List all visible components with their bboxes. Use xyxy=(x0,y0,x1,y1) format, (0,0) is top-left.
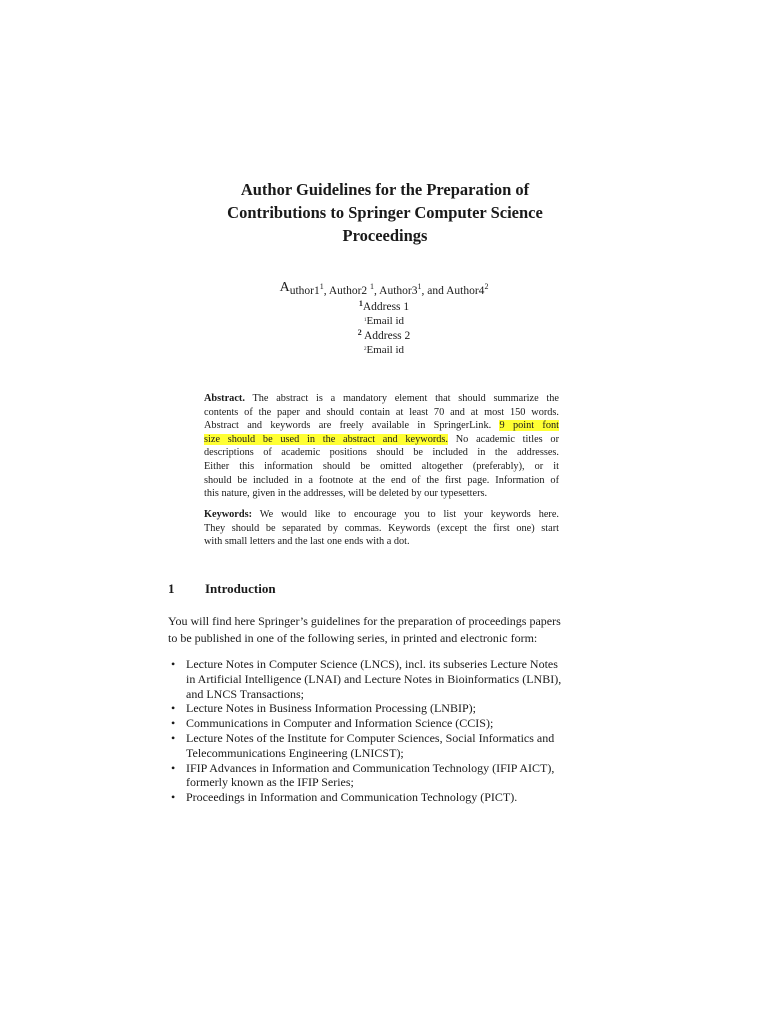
list-item-line: Lecture Notes of the Institute for Computer Sciences, Social Informatics and xyxy=(186,730,555,745)
list-item-line: IFIP Advances in Information and Communication Technology (IFIP AICT), xyxy=(186,760,555,775)
highlighted-text: size should be used in the abstract and keywords. xyxy=(204,433,449,445)
author4-name: , and Author4 xyxy=(421,285,485,297)
affiliation-email xyxy=(170,344,598,357)
email-mark: 1 xyxy=(363,318,367,323)
list-item-line: and LNCS Transactions; xyxy=(186,686,305,701)
list-item-line: Communications in Computer and Information Science (CCIS); xyxy=(186,716,494,731)
email-text: Email id xyxy=(366,315,405,327)
list-item-line: in Artificial Intelligence (LNAI) and Lecture Notes in Bioinformatics (LNBI), xyxy=(186,671,562,686)
author4-affiliation-mark: 2 xyxy=(484,282,489,291)
section-title: Introduction xyxy=(205,581,276,596)
author1-name: uthor1 xyxy=(289,285,320,297)
section-heading xyxy=(168,580,276,598)
email-mark: 2 xyxy=(363,347,367,352)
author1-initial: A xyxy=(279,280,290,295)
address-text: Address 2 xyxy=(361,330,411,342)
paragraph-line: to be published in one of the following series, in printed and electronic form: xyxy=(168,631,538,645)
affiliation-mark: 2 xyxy=(357,328,362,337)
author2-affiliation-mark: 1 xyxy=(370,282,375,291)
email-text: Email id xyxy=(366,344,405,356)
bullet-icon: • xyxy=(171,701,176,716)
affiliation-email xyxy=(170,315,598,328)
list-item-line: formerly known as the IFIP Series; xyxy=(186,775,354,790)
affiliation-address xyxy=(170,330,598,343)
bullet-icon: • xyxy=(171,716,176,731)
title-line: Author Guidelines for the Preparation of xyxy=(240,180,530,199)
list-item xyxy=(168,701,608,716)
keywords-line: They should be separated by commas. Keywords (except the first one) start xyxy=(204,522,559,534)
author2-name: , Author2 xyxy=(323,285,371,297)
abstract-line: contents of the paper and should contain at least 70 and at most 150 words. xyxy=(204,406,559,418)
abstract-line: this nature, given in the addresses, will be deleted by our typesetters. xyxy=(204,488,488,500)
abstract-line: Abstract. The abstract is a mandatory element that should summarize the xyxy=(204,393,559,404)
paper-title xyxy=(180,178,590,247)
affiliation-address xyxy=(170,301,598,314)
intro-paragraph xyxy=(168,613,598,647)
list-item-line: Lecture Notes in Business Information Processing (LNBIP); xyxy=(186,701,476,716)
abstract xyxy=(204,392,559,501)
author3-affiliation-mark: 1 xyxy=(417,282,422,291)
list-item xyxy=(168,731,608,761)
abstract-line: descriptions of academic positions should be included in the addresses. xyxy=(204,447,559,459)
abstract-line: Abstract and keywords are freely available in SpringerLink. 9 point font xyxy=(204,420,560,432)
list-item xyxy=(168,790,608,805)
abstract-line: size should be used in the abstract and keywords. No academic titles or xyxy=(204,433,559,445)
author-list xyxy=(170,281,598,298)
list-item-line: Lecture Notes in Computer Science (LNCS), incl. its subseries Lecture Notes xyxy=(186,657,558,671)
author3-name: , Author3 xyxy=(374,285,418,297)
bullet-icon: • xyxy=(171,790,176,805)
list-item-line: Proceedings in Information and Communication Technology (PICT). xyxy=(186,790,518,805)
title-line: Proceedings xyxy=(342,226,428,245)
keywords-line: with small letters and the last one ends with a dot. xyxy=(204,536,410,548)
address-text: Address 1 xyxy=(362,301,410,313)
author1-affiliation-mark: 1 xyxy=(319,282,324,291)
paragraph-line: You will find here Springer’s guidelines for the preparation of proceedings papers xyxy=(168,614,561,628)
keywords xyxy=(204,508,559,549)
bullet-icon: • xyxy=(171,657,176,671)
highlighted-text: 9 point font xyxy=(499,420,560,432)
list-item xyxy=(168,761,608,791)
abstract-label: Abstract. xyxy=(204,393,245,404)
list-item-line: Telecommunications Engineering (LNICST); xyxy=(186,745,404,760)
section-number: 1 xyxy=(168,581,175,596)
keywords-label: Keywords: xyxy=(204,509,253,520)
list-item xyxy=(168,716,608,731)
bullet-icon: • xyxy=(171,760,176,775)
keywords-line: Keywords: We would like to encourage you to list your keywords here. xyxy=(204,509,559,520)
bullet-icon: • xyxy=(171,730,176,745)
abstract-line: Either this information should be omitted altogether (preferably), or it xyxy=(204,460,559,472)
title-line: Contributions to Springer Computer Science xyxy=(227,203,543,222)
list-item xyxy=(168,657,608,701)
affiliation-mark: 1 xyxy=(358,299,363,308)
series-list xyxy=(168,657,608,805)
abstract-line: should be included in a footnote at the end of the first page. Information of xyxy=(204,474,559,486)
